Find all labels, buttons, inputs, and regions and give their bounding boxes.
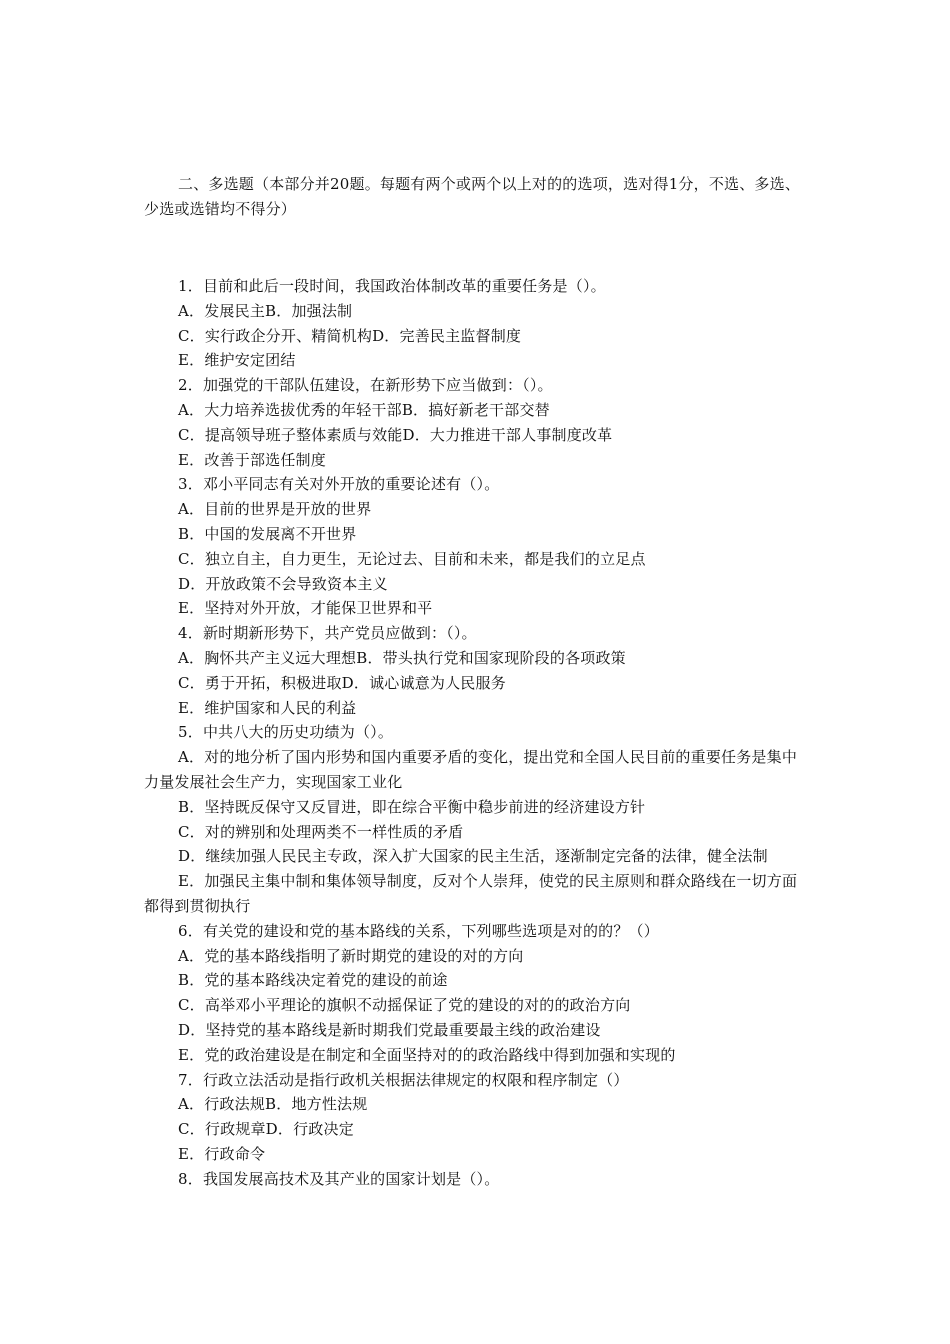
text-line: 4．新时期新形势下，共产党员应做到：（）。 [178, 624, 477, 643]
text-line: A．党的基本路线指明了新时期党的建设的对的方向 [178, 946, 524, 965]
text-line: 3．邓小平同志有关对外开放的重要论述有（）。 [178, 475, 500, 494]
text-line: C．高举邓小平理论的旗帜不动摇保证了党的建设的对的的政治方向 [178, 996, 631, 1015]
document-body [144, 172, 812, 1191]
text-line: A．胸怀共产主义远大理想B．带头执行党和国家现阶段的各项政策 [178, 648, 626, 667]
text-line: E．维护国家和人民的利益 [178, 698, 357, 717]
text-line: 7．行政立法活动是指行政机关根据法律规定的权限和程序制定（） [178, 1070, 629, 1089]
text-line: C．行政规章D．行政决定 [178, 1120, 354, 1139]
text-line: A．对的地分析了国内形势和国内重要矛盾的变化，提出党和全国人民目前的重要任务是集中力量发展社会生产力，实现国家工业化 [144, 748, 798, 791]
text-line: B．党的基本路线决定着党的建设的前途 [178, 971, 448, 990]
text-line: A．发展民主B．加强法制 [178, 301, 353, 320]
text-line: E．加强民主集中制和集体领导制度，反对个人崇拜，使党的民主原则和群众路线在一切方面都得到贯彻执行 [144, 872, 798, 915]
text-line: A．行政法规B．地方性法规 [178, 1095, 368, 1114]
section-heading: 二、多选题（本部分并20题。每题有两个或两个以上对的的选项，选对得1分，不选、多选、少选或选错均不得分） [144, 175, 801, 218]
text-line: C．实行政企分开、精简机构D．完善民主监督制度 [178, 326, 522, 345]
text-line: C．勇于开拓，积极进取D．诚心诚意为人民服务 [178, 673, 506, 692]
text-line: B．坚持既反保守又反冒进，即在综合平衡中稳步前进的经济建设方针 [178, 797, 646, 816]
question-list [144, 274, 812, 1191]
text-line: E．党的政治建设是在制定和全面坚持对的的政治路线中得到加强和实现的 [178, 1045, 676, 1064]
text-line: 2．加强党的干部队伍建设，在新形势下应当做到：（）。 [178, 376, 553, 395]
text-line: E．行政命令 [178, 1144, 266, 1163]
text-line: E．坚持对外开放，才能保卫世界和平 [178, 599, 433, 618]
text-line: B．中国的发展离不开世界 [178, 524, 357, 543]
text-line: D．继续加强人民民主专政，深入扩大国家的民主生活，逐渐制定完备的法律，健全法制 [178, 847, 768, 866]
blank-space [144, 222, 812, 274]
text-line: D．坚持党的基本路线是新时期我们党最重要最主线的政治建设 [178, 1020, 601, 1039]
text-line: C．对的辨别和处理两类不一样性质的矛盾 [178, 822, 464, 841]
text-line: 1．目前和此后一段时间，我国政治体制改革的重要任务是（）。 [178, 277, 606, 295]
text-line: E．改善于部选任制度 [178, 450, 326, 469]
text-line: A．大力培养选拔优秀的年轻干部B．搞好新老干部交替 [178, 400, 550, 419]
text-line: A．目前的世界是开放的世界 [178, 500, 372, 519]
text-line: E．维护安定团结 [178, 351, 296, 370]
text-line: 6．有关党的建设和党的基本路线的关系，下列哪些选项是对的的？（） [178, 921, 659, 940]
text-line: D．开放政策不会导致资本主义 [178, 574, 388, 593]
text-line: C．提高领导班子整体素质与效能D．大力推进干部人事制度改革 [178, 425, 613, 444]
text-line: C．独立自主，自力更生，无论过去、目前和未来，都是我们的立足点 [178, 549, 646, 568]
text-line: 5．中共八大的历史功绩为（）。 [178, 723, 394, 742]
text-line: 8．我国发展高技术及其产业的国家计划是（）。 [178, 1169, 500, 1188]
